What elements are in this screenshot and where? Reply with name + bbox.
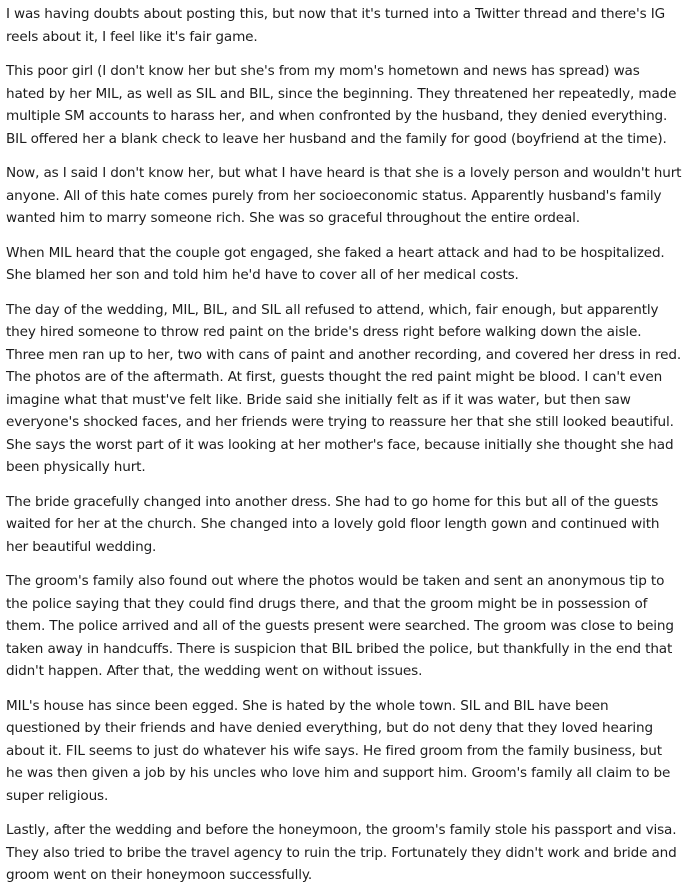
paragraph-hate-reason: Now, as I said I don't know her, but what I have heard is that she is a lovely person and wouldn't hurt anyone. All of this hate comes purely from her socioeconomic status. Apparently husband's family wanted him to marry someone rich. She was so graceful throughout the entire ordeal. (6, 165, 682, 226)
paragraph-wedding-day: The day of the wedding, MIL, BIL, and SIL all refused to attend, which, fair enough, but apparently they hired someone to throw red paint on the bride's dress right before walking down the aisle. Three men ran up to her, two with cans of paint and another recording, and covered her dress in red. The photos are of the aftermath. At first, guests thought the red paint might be blood. I can't even imagine what that must've felt like. Bride said she initially felt as if it was water, but then saw everyone's shocked faces, and her friends were trying to reassure her that she still looked beautiful. She says the worst part of it was looking at her mother's face, because initially she thought she had been physically hurt. (6, 301, 682, 475)
paragraph-honeymoon: Lastly, after the wedding and before the honeymoon, the groom's family stole his passport and visa. They also tried to bribe the travel agency to ruin the trip. Fortunately they didn't work and bride and groom went on their honeymoon successfully. (6, 822, 677, 883)
paragraph-police-tip: The groom's family also found out where the photos would be taken and sent an anonymous tip to the police saying that they could find drugs there, and that the groom might be in possession of them. The police arrived and all of the guests present were searched. The groom was close to being taken away in handcuffs. There is suspicion that BIL bribed the police, but thankfully in the end that didn't happen. After that, the wedding went on without issues. (6, 573, 674, 679)
paragraph-dress-change: The bride gracefully changed into another dress. She had to go home for this but all of the guests waited for her at the church. She changed into a lovely gold floor length gown and continued with her beautiful wedding. (6, 493, 660, 555)
paragraph-background: This poor girl (I don't know her but she's from my mom's hometown and news has spread) was hated by her MIL, as well as SIL and BIL, since the beginning. They threatened her repeatedly, made multiple SM accounts to harass her, and when confronted by the husband, they denied everything. BIL offered her a blank check to leave her husband and the family for good (boyfriend at the time). (6, 63, 677, 147)
paragraph-engagement: When MIL heard that the couple got engaged, she faked a heart attack and had to be hospitalized. She blamed her son and told him he'd have to cover all of her medical costs. (6, 244, 665, 283)
paragraph-aftermath: MIL's house has since been egged. She is hated by the whole town. SIL and BIL have been questioned by their friends and have denied everything, but do not deny that they loved hearing about it. FIL seems to just do whatever his wife says. He fired groom from the family business, but he was then given a job by his uncles who love him and support him. Groom's family all claim to be super religious. (6, 697, 671, 804)
paragraph-intro: I was having doubts about posting this, but now that it's turned into a Twitter thread and there's IG reels about it, I feel like it's fair game. (6, 6, 665, 45)
